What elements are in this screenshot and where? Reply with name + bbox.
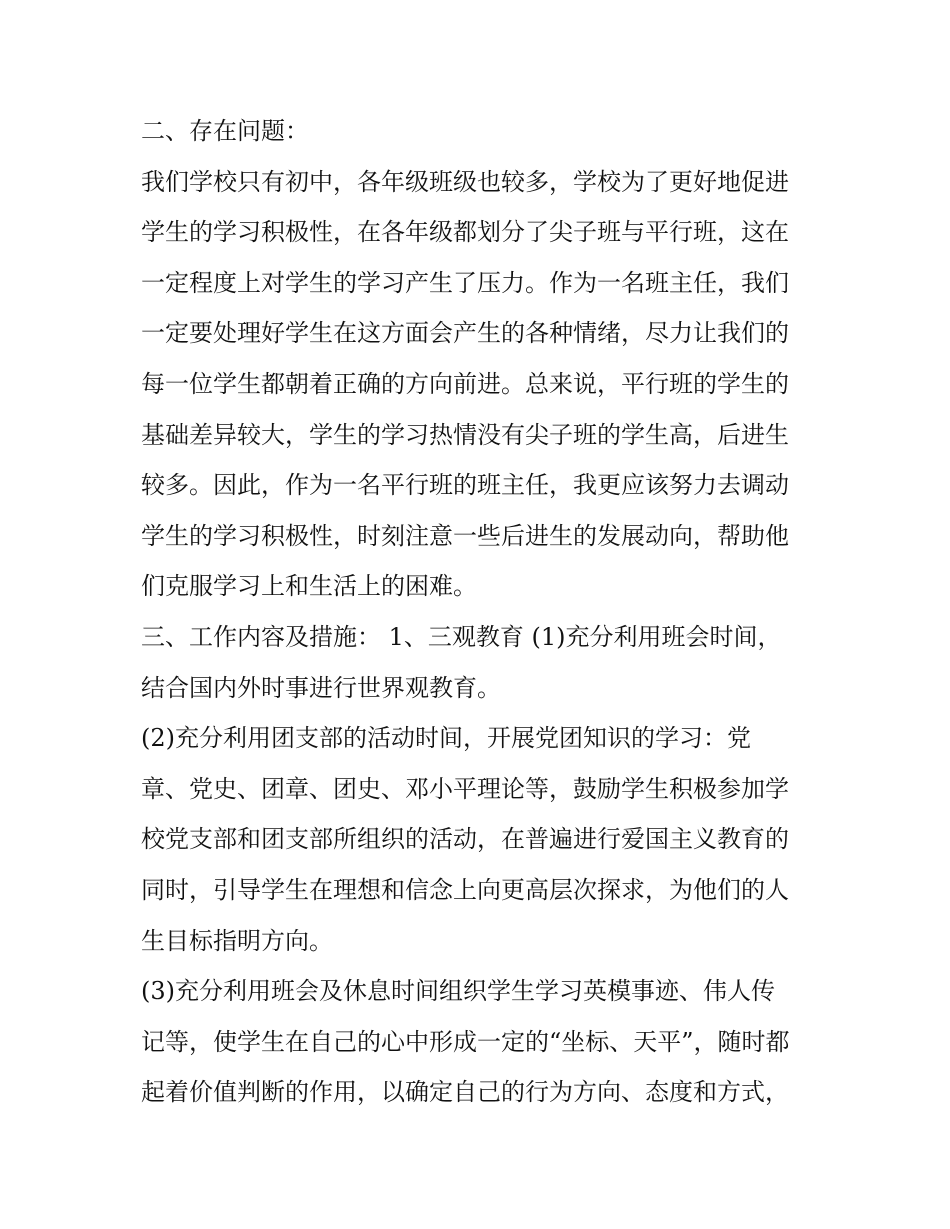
text-line: 起着价值判断的作用，以确定自己的行为方向、态度和方式， (141, 1078, 789, 1107)
text-line: 生目标指明方向。 (141, 926, 333, 955)
text-line: (2)充分利用团支部的活动时间，开展党团知识的学习：党 (141, 724, 751, 753)
text-line: 每一位学生都朝着正确的方向前进。总来说，平行班的学生的 (141, 369, 789, 398)
text-line: 学生的学习积极性，在各年级都划分了尖子班与平行班，这在 (141, 218, 789, 247)
text-line: 我们学校只有初中，各年级班级也较多，学校为了更好地促进 (141, 167, 789, 196)
text-line: 们克服学习上和生活上的困难。 (141, 572, 477, 601)
text-line: 章、党史、团章、团史、邓小平理论等，鼓励学生积极参加学 (141, 774, 789, 803)
text-line: 一定要处理好学生在这方面会产生的各种情绪，尽力让我们的 (141, 319, 789, 348)
text-line: (3)充分利用班会及休息时间组织学生学习英模事迹、伟人传 (141, 977, 775, 1006)
text-line: 较多。因此，作为一名平行班的班主任，我更应该努力去调动 (141, 471, 789, 500)
text-line: 一定程度上对学生的学习产生了压力。作为一名班主任，我们 (141, 268, 789, 297)
text-line: 校党支部和团支部所组织的活动，在普遍进行爱国主义教育的 (141, 825, 789, 854)
text-line: 记等，使学生在自己的心中形成一定的“坐标、天平”，随时都 (141, 1027, 790, 1056)
text-line: 结合国内外时事进行世界观教育。 (141, 673, 501, 702)
document-body (141, 106, 831, 1118)
text-line: 学生的学习积极性，时刻注意一些后进生的发展动向，帮助他 (141, 521, 789, 550)
text-line: 基础差异较大，学生的学习热情没有尖子班的学生高，后进生 (141, 420, 789, 449)
section-heading-measures: 三、工作内容及措施： 1、三观教育 (1)充分利用班会时间， (141, 622, 782, 651)
text-line: 同时，引导学生在理想和信念上向更高层次探求，为他们的人 (141, 875, 789, 904)
section-heading-problems: 二、存在问题： (141, 117, 309, 145)
